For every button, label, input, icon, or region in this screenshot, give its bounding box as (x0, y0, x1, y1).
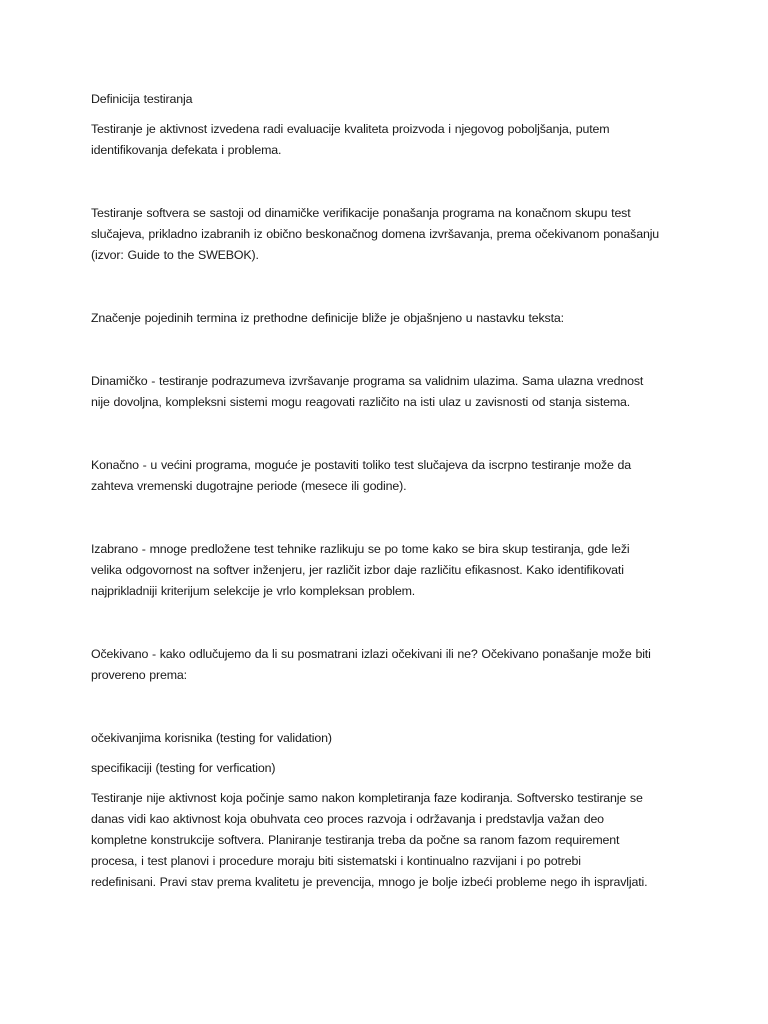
list-item-verification: specifikaciji (testing for verfication) (91, 761, 276, 775)
paragraph-terms-intro: Značenje pojedinih termina iz prethodne definicije bliže je objašnjeno u nastavku teksta: (91, 311, 564, 325)
paragraph-expected: Očekivano - kako odlučujemo da li su posmatrani izlazi očekivani ili ne? Očekivano ponašanje može biti provereno prema: (91, 647, 651, 682)
document-body (91, 89, 691, 893)
paragraph-testing-definition: Testiranje je aktivnost izvedena radi evaluacije kvaliteta proizvoda i njegovog poboljšanja, putem identifikovanja defekata i problema. (91, 122, 610, 157)
list-item-validation: očekivanjima korisnika (testing for validation) (91, 731, 332, 745)
paragraph-dynamic: Dinamičko - testiranje podrazumeva izvršavanje programa sa validnim ulazima. Sama ulazna vrednost nije dovoljna, kompleksni sistemi mogu reagovati različito na isti ulaz u zavisnosti od stanja sistema. (91, 374, 644, 409)
paragraph-testing-process: Testiranje nije aktivnost koja počinje samo nakon kompletiranja faze kodiranja. Softversko testiranje se danas vidi kao aktivnost koja obuhvata ceo proces razvoja i održavanja i predstavlja važan deo kompletne konstrukcije softvera. Planiranje testiranja treba da počne sa ranom fazom requirement procesa, i test planovi i procedure moraju biti sistematski i kontinualno razvijani i po potrebi redefinisani. Pravi stav prema kvalitetu je prevencija, mnogo je bolje izbeći probleme nego ih ispravljati. (91, 791, 648, 889)
paragraph-selected: Izabrano - mnoge predložene test tehnike razlikuju se po tome kako se bira skup testiranja, gde leži velika odgovornost na softver inženjeru, jer različit izbor daje različitu efikasnost. Kako identifikovati najprikladniji kriterijum selekcije je vrlo kompleksan problem. (91, 542, 630, 598)
paragraph-swebok-definition: Testiranje softvera se sastoji od dinamičke verifikacije ponašanja programa na konačnom skupu test slučajeva, prikladno izabranih iz obično beskonačnog domena izvršavanja, prema očekivanom ponašanju (izvor: Guide to the SWEBOK). (91, 206, 660, 262)
paragraph-finite: Konačno - u većini programa, moguće je postaviti toliko test slučajeva da iscrpno testiranje može da zahteva vremenski dugotrajne periode (mesece ili godine). (91, 458, 632, 493)
document-title: Definicija testiranja (91, 92, 193, 106)
